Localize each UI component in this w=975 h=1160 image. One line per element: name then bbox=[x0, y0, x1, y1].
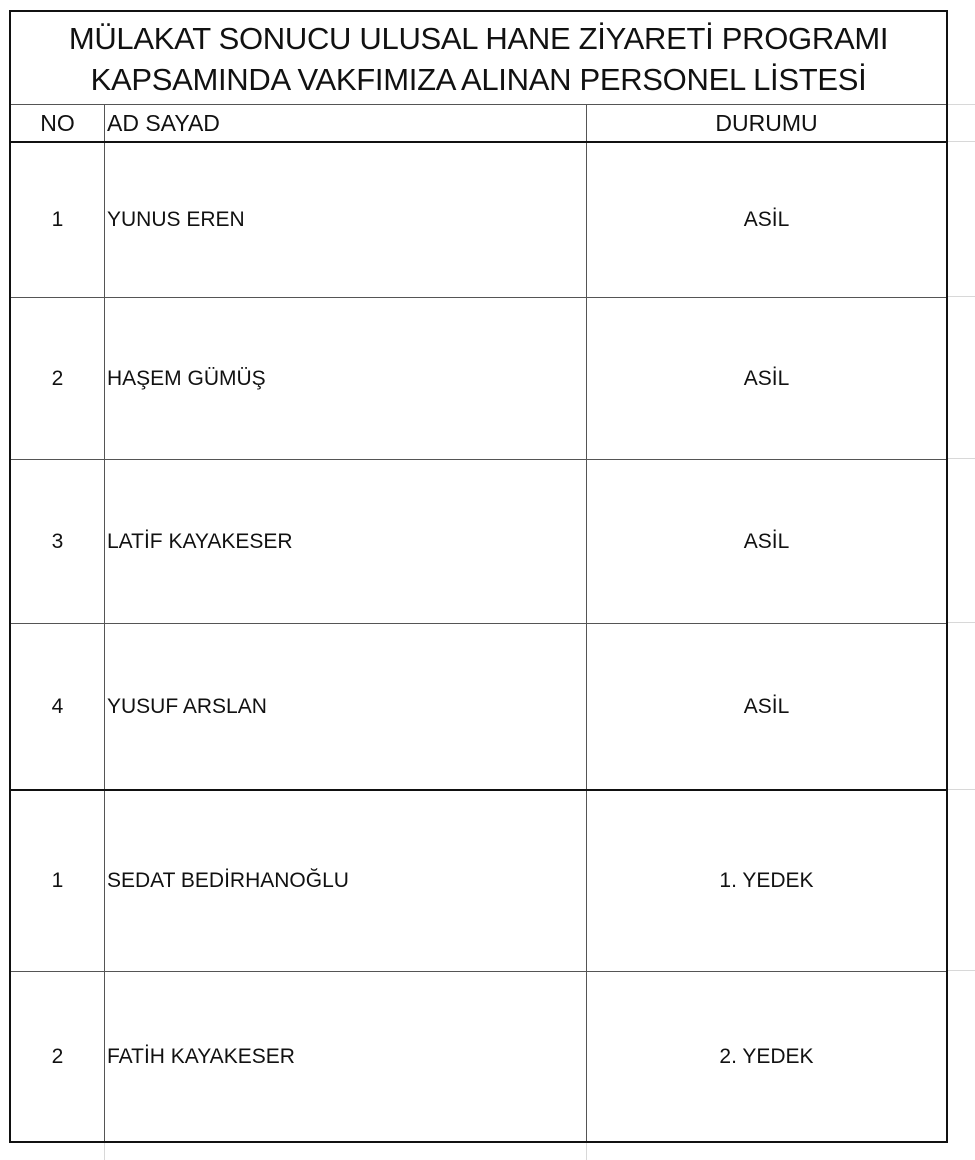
row-no: 1 bbox=[11, 143, 105, 297]
table-row bbox=[11, 972, 946, 1141]
row-name: YUNUS EREN bbox=[105, 143, 587, 297]
row-status: ASİL bbox=[743, 529, 790, 553]
title-line-2: KAPSAMINDA VAKFIMIZA ALINAN PERSONEL LİSTESİ bbox=[90, 62, 867, 97]
row-status: 1. YEDEK bbox=[719, 869, 814, 892]
row-name: YUSUF ARSLAN bbox=[105, 624, 587, 789]
row-status: ASİL bbox=[743, 694, 790, 718]
row-no: 2 bbox=[11, 298, 105, 459]
row-no: 3 bbox=[11, 460, 105, 623]
header-name: AD SAYAD bbox=[105, 105, 587, 141]
personnel-list-sheet bbox=[9, 10, 948, 1143]
row-no: 4 bbox=[11, 624, 105, 789]
row-name: SEDAT BEDİRHANOĞLU bbox=[105, 791, 587, 971]
row-no: 1 bbox=[11, 791, 105, 971]
row-status: 2. YEDEK bbox=[719, 1044, 814, 1068]
row-name: HAŞEM GÜMÜŞ bbox=[105, 298, 587, 459]
row-no: 2 bbox=[11, 972, 105, 1141]
sheet-gridlines-right bbox=[948, 0, 975, 1160]
document-title bbox=[11, 12, 946, 105]
table-row bbox=[11, 460, 946, 624]
table-row bbox=[11, 143, 946, 298]
row-name: LATİF KAYAKESER bbox=[105, 460, 587, 623]
header-no: NO bbox=[11, 105, 105, 141]
table-row bbox=[11, 791, 946, 972]
title-line-1: MÜLAKAT SONUCU ULUSAL HANE ZİYARETİ PROGRAMI bbox=[68, 21, 889, 56]
header-status: DURUMU bbox=[715, 109, 818, 136]
row-name: FATİH KAYAKESER bbox=[105, 972, 587, 1141]
table-row bbox=[11, 624, 946, 791]
table-header-row bbox=[11, 105, 946, 143]
row-status: ASİL bbox=[743, 366, 790, 390]
row-status: ASİL bbox=[743, 208, 790, 231]
sheet-gridlines-bottom bbox=[0, 1143, 975, 1160]
table-row bbox=[11, 298, 946, 460]
